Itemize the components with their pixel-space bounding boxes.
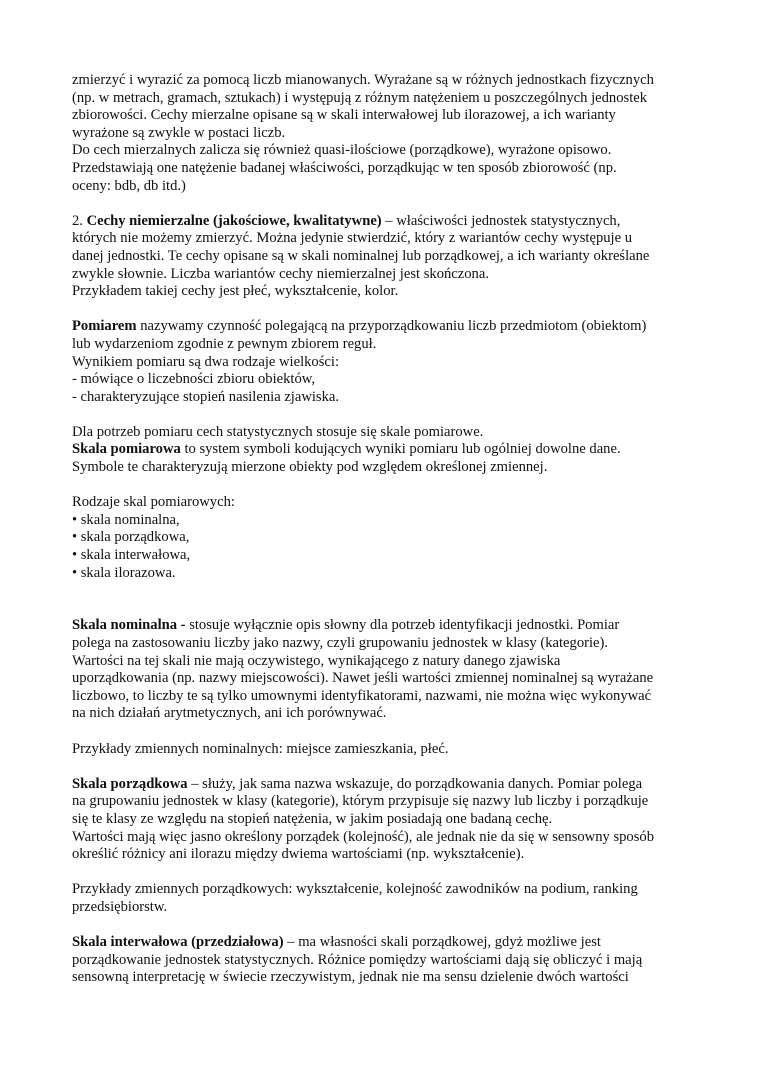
text-line: Wartości mają więc jasno określony porządek (kolejność), ale jednak nie da się w sensowny sposób xyxy=(72,828,655,845)
list-item: • skala nominalna, xyxy=(72,511,180,528)
text-line: na nich działań arytmetycznych, ani ich porównywać. xyxy=(72,705,387,722)
list-number: 2. xyxy=(72,212,87,229)
text-line: - charakteryzujące stopień nasilenia zjawiska. xyxy=(72,388,340,405)
text-line: przedsiębiorstw. xyxy=(72,898,168,915)
text-line: na grupowaniu jednostek w klasy (kategorie), którym przypisuje się nazwy lub liczby i porządkuje xyxy=(72,793,649,810)
term-bold: Skala porządkowa xyxy=(72,775,188,792)
document-page xyxy=(72,72,692,987)
text-line: Do cech mierzalnych zalicza się również quasi-ilościowe (porządkowe), wyrażone opisowo. xyxy=(72,142,612,159)
text-line: danej jednostki. Te cechy opisane są w skali nominalnej lub porządkowej, a ich warianty określane xyxy=(72,247,650,264)
term-bold: Skala nominalna - xyxy=(72,617,186,634)
paragraph-nominal-examples: Przykłady zmiennych nominalnych: miejsce zamieszkania, płeć. xyxy=(72,740,449,757)
spacer xyxy=(72,301,692,319)
text-line: lub wydarzeniom zgodnie z pewnym zbiorem reguł. xyxy=(72,335,377,352)
text-line xyxy=(72,617,692,635)
text-line: uporządkowania (np. nazwy miejscowości). Nawet jeśli wartości zmiennej nominalnej są wyrażane xyxy=(72,670,654,687)
text-line: się te klasy ze względu na stopień natężenia, w jakim posiadają one badaną cechę. xyxy=(72,810,553,827)
text-line: oceny: bdb, db itd.) xyxy=(72,177,186,194)
list-title: Rodzaje skal pomiarowych: xyxy=(72,494,235,511)
text-span: nazywamy czynność polegającą na przyporządkowaniu liczb przedmiotom (obiektom) xyxy=(136,318,647,335)
text-line: - mówiące o liczebności zbioru obiektów, xyxy=(72,371,316,388)
list-item: • skala porządkowa, xyxy=(72,529,190,546)
spacer xyxy=(72,758,692,776)
term-bold: Skala pomiarowa xyxy=(72,441,181,458)
text-line: określić różnicy ani ilorazu między dwiema wartościami (np. wykształcenie). xyxy=(72,846,525,863)
paragraph-nominal-scale xyxy=(72,617,692,723)
text-line: Wartości na tej skali nie mają oczywistego, wynikającego z natury danego zjawiska xyxy=(72,652,561,669)
spacer xyxy=(72,582,692,617)
text-span: to system symboli kodujących wyniki pomiaru lub ogólniej dowolne dane. xyxy=(180,441,621,458)
text-line: Przykładem takiej cechy jest płeć, wykształcenie, kolor. xyxy=(72,283,399,300)
paragraph-measurement xyxy=(72,318,692,406)
text-line: wyrażone są zwykle w postaci liczb. xyxy=(72,124,286,141)
paragraph-interval-scale xyxy=(72,934,692,987)
text-line: sensowną interpretację w świecie rzeczywistym, jednak nie ma sensu dzielenie dwóch wartości xyxy=(72,969,629,986)
spacer xyxy=(72,864,692,882)
text-line xyxy=(72,213,692,231)
term-bold: Cechy niemierzalne (jakościowe, kwalitatywne) xyxy=(86,212,382,229)
list-item: • skala interwałowa, xyxy=(72,547,191,564)
text-line: Przedstawiają one natężenie badanej właściwości, porządkując w ten sposób zbiorowość (np. xyxy=(72,159,617,176)
term-bold: Skala interwałowa (przedziałowa) xyxy=(72,934,284,951)
spacer xyxy=(72,723,692,741)
text-line xyxy=(72,318,692,336)
text-line xyxy=(72,934,692,952)
term-bold: Pomiarem xyxy=(72,318,137,335)
text-line: porządkowanie jednostek statystycznych. Różnice pomiędzy wartościami dają się obliczyć i mają xyxy=(72,951,643,968)
spacer xyxy=(72,477,692,495)
text-line: Przykłady zmiennych porządkowych: wykształcenie, kolejność zawodników na podium, ranking xyxy=(72,881,638,898)
text-line: (np. w metrach, gramach, sztukach) i występują z różnym natężeniem u poszczególnych jednostek xyxy=(72,89,648,106)
paragraph-measurable-features xyxy=(72,72,692,195)
text-line: zmierzyć i wyrazić za pomocą liczb mianowanych. Wyrażane są w różnych jednostkach fizycznych xyxy=(72,72,654,88)
text-line: polega na zastosowaniu liczby jako nazwy, czyli grupowaniu jednostek w klasy (kategorie). xyxy=(72,635,609,651)
text-line: Dla potrzeb pomiaru cech statystycznych stosuje się skale pomiarowe. xyxy=(72,423,484,440)
text-line: których nie możemy zmierzyć. Można jedynie stwierdzić, który z wariantów cechy występuje u xyxy=(72,230,633,247)
paragraph-ordinal-examples xyxy=(72,881,692,916)
text-line xyxy=(72,776,692,794)
list-item: • skala ilorazowa. xyxy=(72,564,176,581)
text-span: – ma własności skali porządkowej, gdyż możliwe jest xyxy=(283,934,601,951)
scale-types-list xyxy=(72,494,692,582)
text-line: zwykle słownie. Liczba wariantów cechy niemierzalnej jest skończona. xyxy=(72,265,489,282)
text-line: zbiorowości. Cechy mierzalne opisane są w skali interwałowej lub ilorazowej, a ich warianty xyxy=(72,107,616,124)
text-line: Wynikiem pomiaru są dwa rodzaje wielkości: xyxy=(72,353,339,370)
text-line: Symbole te charakteryzują mierzone obiekty pod względem określonej zmiennej. xyxy=(72,459,548,476)
spacer xyxy=(72,406,692,424)
text-span: – służy, jak sama nazwa wskazuje, do porządkowania danych. Pomiar polega xyxy=(187,775,643,792)
paragraph-ordinal-scale xyxy=(72,776,692,864)
paragraph-measurement-scale xyxy=(72,424,692,477)
spacer xyxy=(72,917,692,935)
text-span: stosuje wyłącznie opis słowny dla potrzeb identyfikacji jednostki. Pomiar xyxy=(185,617,620,634)
text-line: liczbowo, to liczby te są tylko umownymi identyfikatorami, nazwami, nie można więc wykonywać xyxy=(72,687,652,704)
text-span: – właściwości jednostek statystycznych, xyxy=(381,212,621,229)
spacer xyxy=(72,195,692,213)
paragraph-non-measurable-features xyxy=(72,213,692,301)
text-line xyxy=(72,441,692,459)
